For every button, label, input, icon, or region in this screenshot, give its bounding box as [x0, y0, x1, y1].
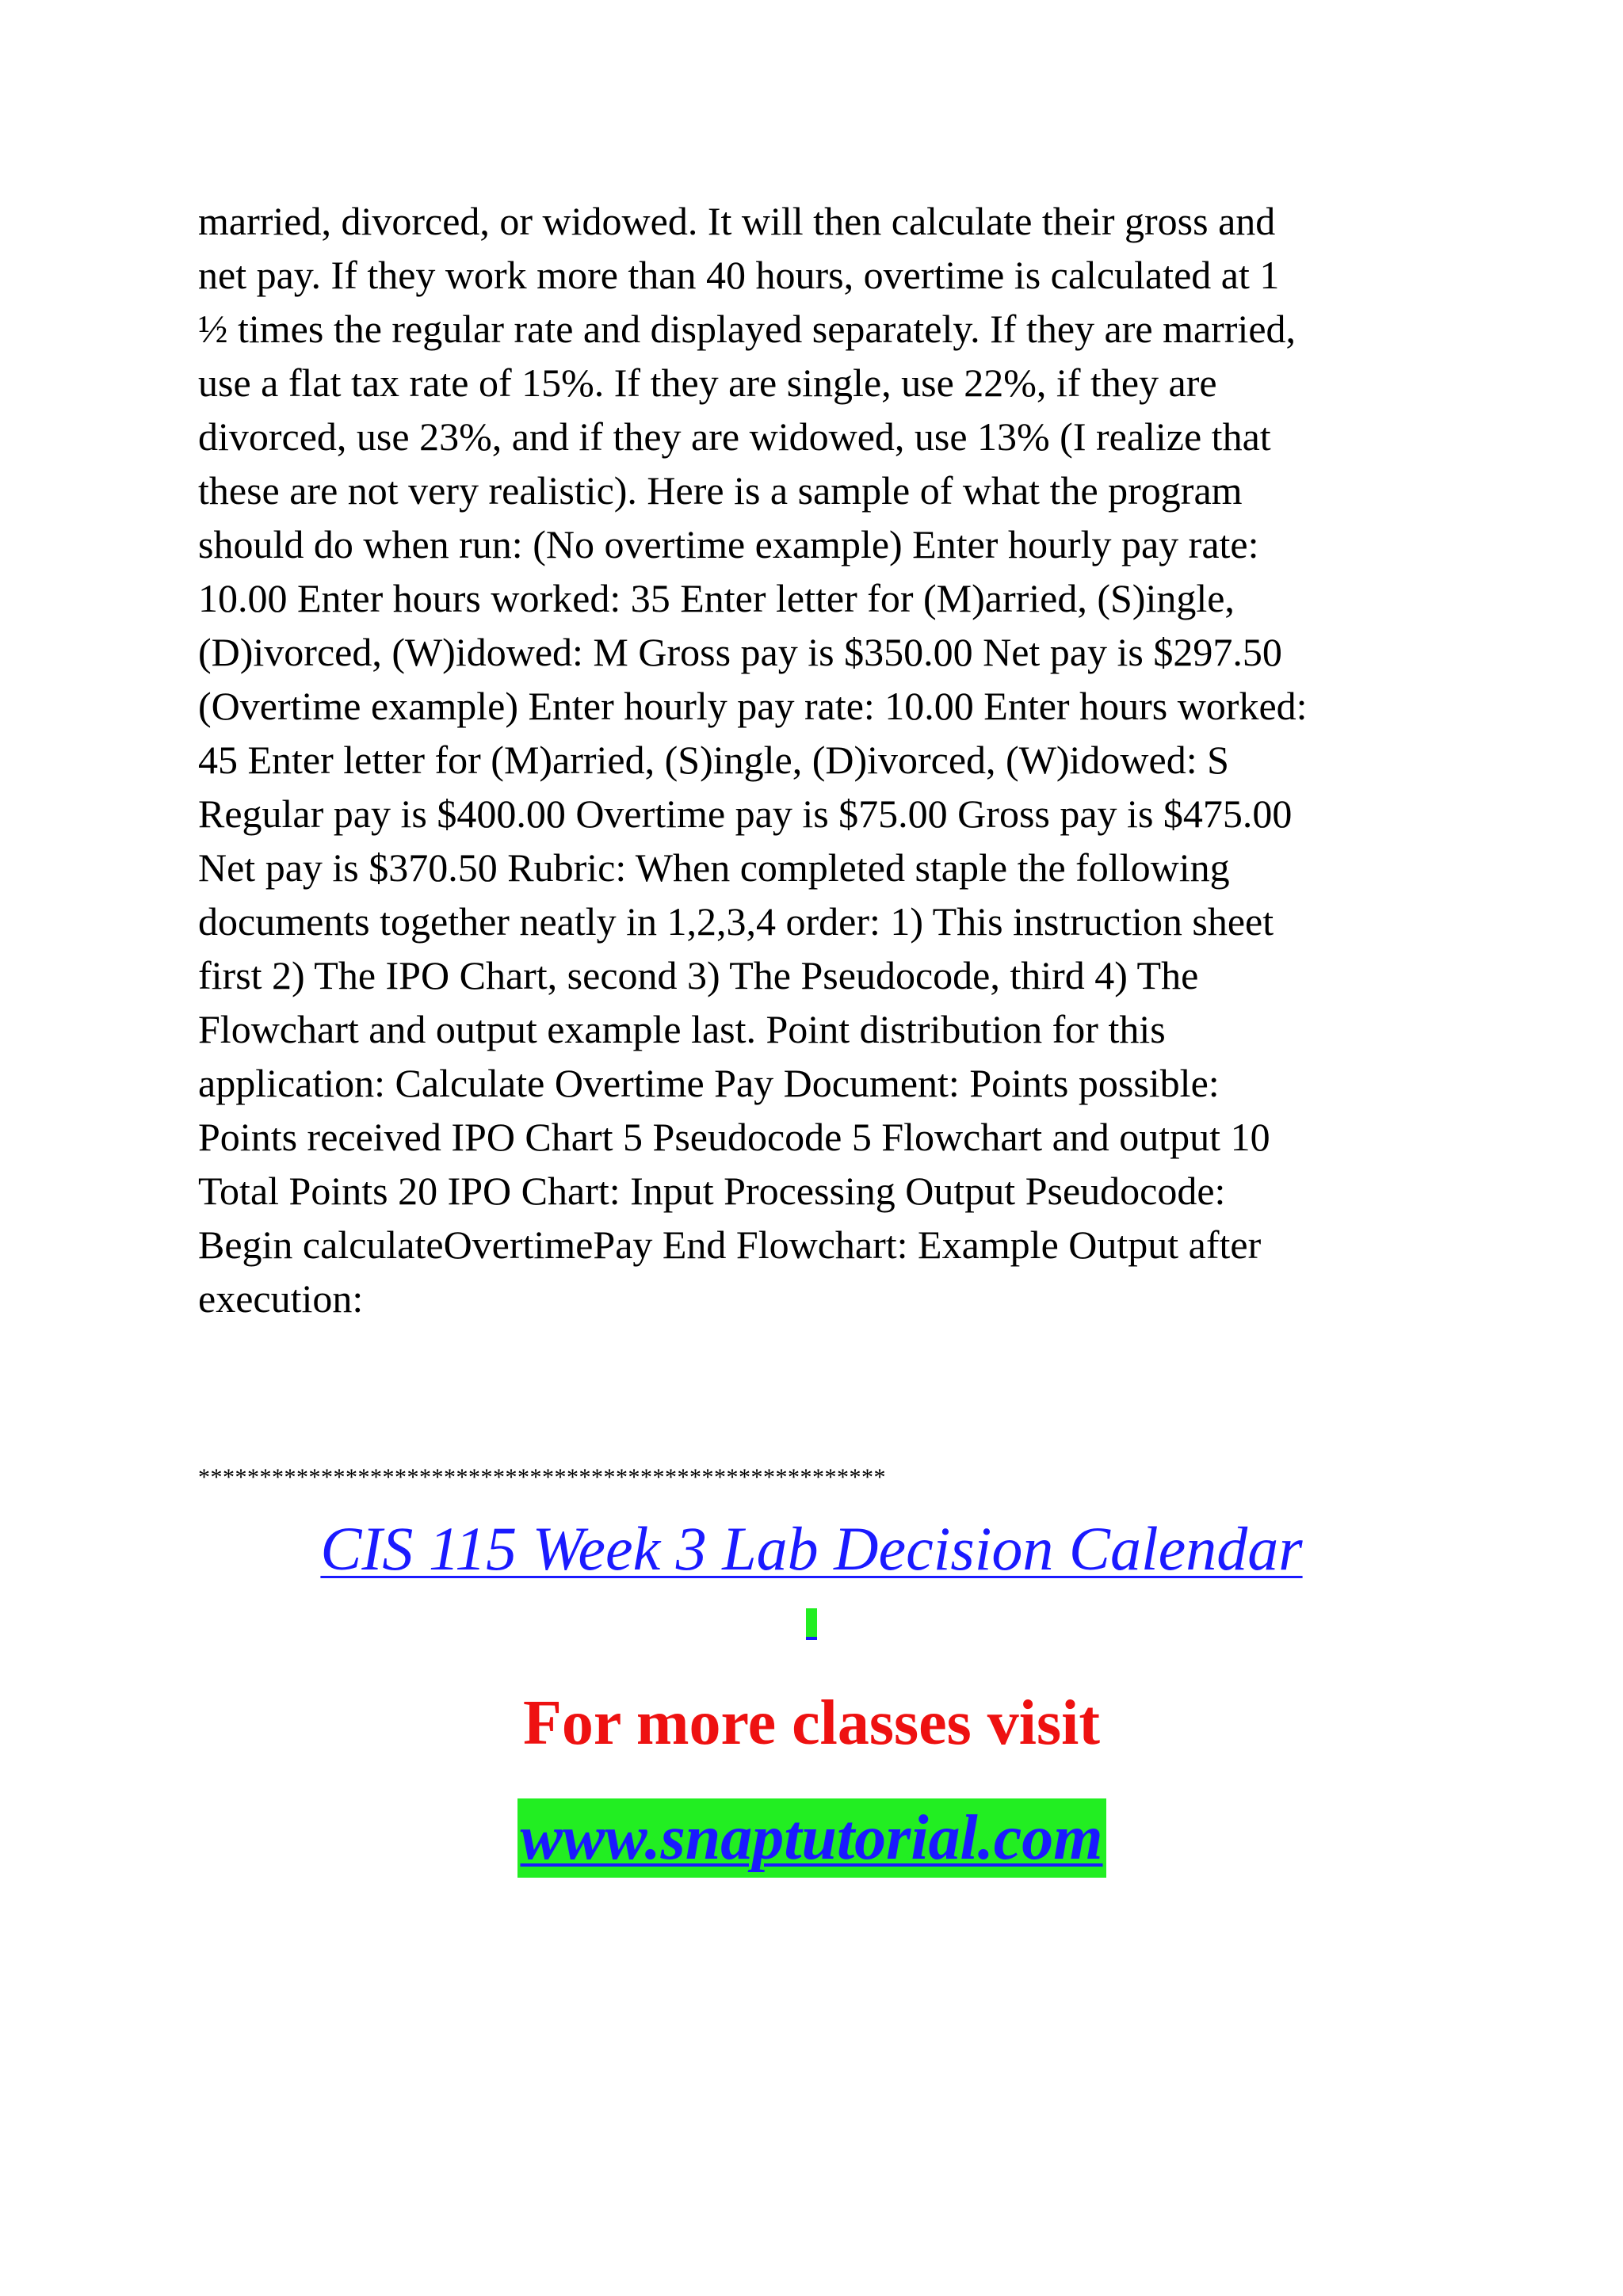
text-line: application: Calculate Overtime Pay Document: Points possible: — [198, 1061, 1220, 1105]
text-line: use a flat tax rate of 15%. If they are single, use 22%, if they are — [198, 360, 1217, 405]
text-line: 45 Enter letter for (M)arried, (S)ingle, (D)ivorced, (W)idowed: S — [198, 738, 1229, 782]
text-line: documents together neatly in 1,2,3,4 order: 1) This instruction sheet — [198, 899, 1274, 944]
text-line: Regular pay is $400.00 Overtime pay is $75.00 Gross pay is $475.00 — [198, 791, 1293, 836]
site-link-wrapper — [0, 1798, 1623, 1878]
text-line: Points received IPO Chart 5 Pseudocode 5 Flowchart and output 10 — [198, 1115, 1270, 1159]
text-line: divorced, use 23%, and if they are widowed, use 13% (I realize that — [198, 414, 1271, 459]
text-line: Flowchart and output example last. Point distribution for this — [198, 1007, 1166, 1051]
text-line: first 2) The IPO Chart, second 3) The Pseudocode, third 4) The — [198, 953, 1199, 997]
text-line: Begin calculateOvertimePay End Flowchart: Example Output after — [198, 1222, 1262, 1267]
text-line: 10.00 Enter hours worked: 35 Enter letter for (M)arried, (S)ingle, — [198, 576, 1235, 620]
more-classes-heading: For more classes visit — [522, 1688, 1100, 1758]
text-line: Total Points 20 IPO Chart: Input Processing Output Pseudocode: — [198, 1169, 1226, 1213]
text-line: Net pay is $370.50 Rubric: When completed staple the following — [198, 845, 1230, 890]
text-line: ½ times the regular rate and displayed separately. If they are married, — [198, 307, 1296, 351]
green-marker — [0, 1608, 1623, 1648]
instruction-text — [198, 194, 1434, 1325]
text-line: married, divorced, or widowed. It will then calculate their gross and — [198, 199, 1276, 243]
course-title-link[interactable]: CIS 115 Week 3 Lab Decision Calendar — [320, 1514, 1303, 1583]
text-line: these are not very realistic). Here is a sample of what the program — [198, 468, 1243, 513]
site-link[interactable]: www.snaptutorial.com — [517, 1798, 1106, 1878]
text-line: net pay. If they work more than 40 hours, overtime is calculated at 1 — [198, 253, 1280, 297]
text-line: (Overtime example) Enter hourly pay rate: 10.00 Enter hours worked: — [198, 684, 1308, 728]
text-line: execution: — [198, 1276, 364, 1321]
green-marker-icon — [806, 1608, 817, 1640]
text-line: (D)ivorced, (W)idowed: M Gross pay is $350.00 Net pay is $297.50 — [198, 630, 1282, 674]
separator-stars: ******************************************************** — [198, 1464, 886, 1490]
text-line: should do when run: (No overtime example) Enter hourly pay rate: — [198, 522, 1259, 566]
